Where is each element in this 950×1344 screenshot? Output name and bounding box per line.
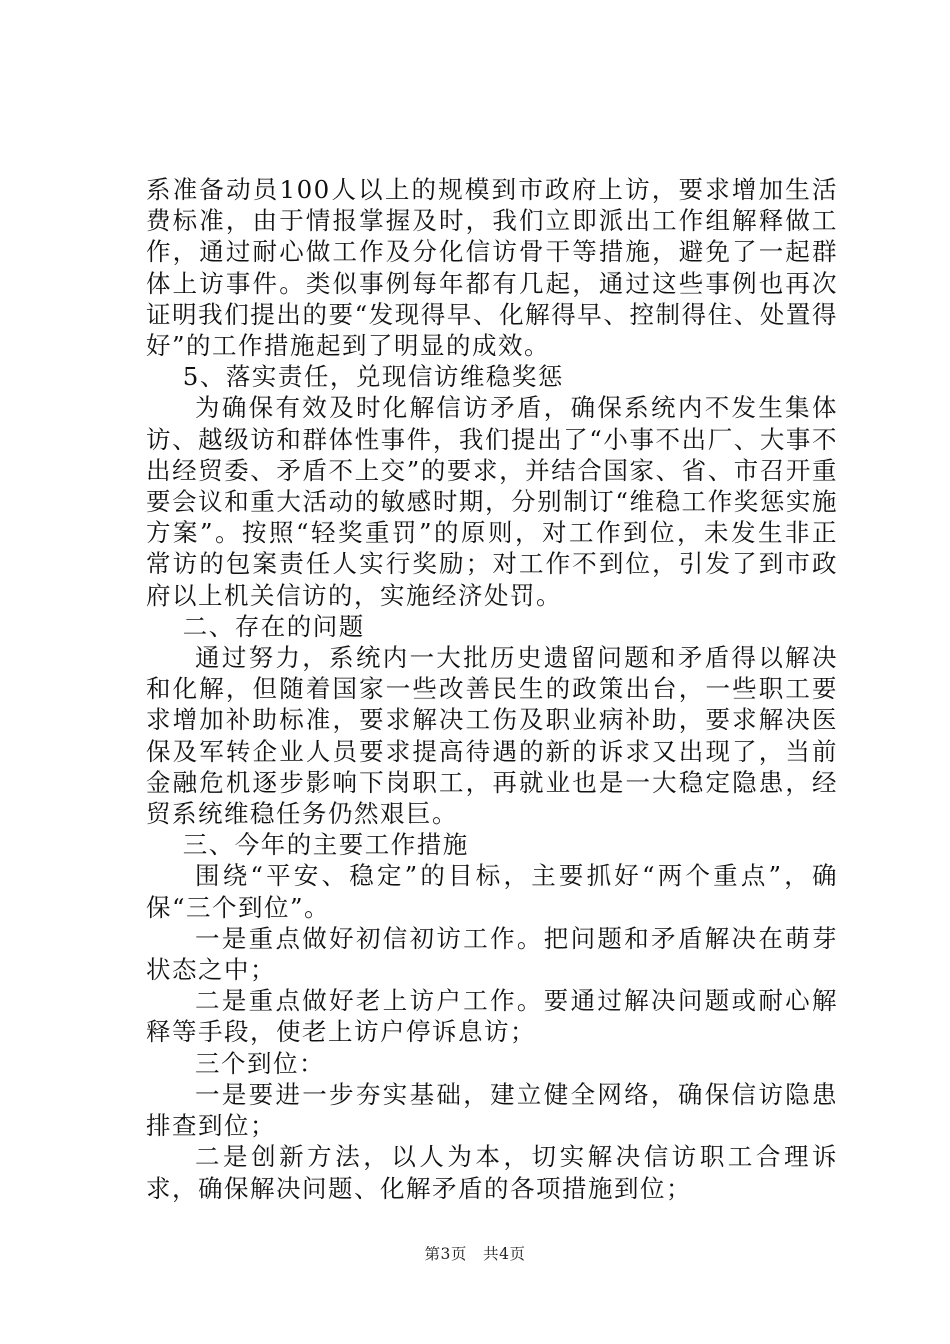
page-total: 共4页 [483,1245,526,1263]
paragraph-three-in-place: 三个到位： [195,1048,325,1078]
paragraph-continuation: 系准备动员100人以上的规模到市政府上访，要求增加生活费标准，由于情报掌握及时，我们立即派出工作组解释做工作，通过耐心做工作及分化信访骨干等措施，避免了一起群体上访事件。类似事例每年都有几起，通过这些事例也再次证明我们提出的要“发现得早、化解得早、控制得住、处置得好”的工作措施起到了明显的成效。 [146,175,838,361]
paragraph-in-place-two: 二是创新方法，以人为本，切实解决信访职工合理诉求，确保解决问题、化解矛盾的各项措施到位； [146,1142,838,1203]
paragraph-goals: 围绕“平安、稳定”的目标，主要抓好“两个重点”，确保“三个到位”。 [146,861,838,922]
section-heading-responsibility: 5、落实责任，兑现信访维稳奖惩 [182,362,564,392]
document-body [146,174,838,1204]
paragraph-rewards-penalties: 为确保有效及时化解信访矛盾，确保系统内不发生集体访、越级访和群体性事件，我们提出了“小事不出厂、大事不出经贸委、矛盾不上交”的要求，并结合国家、省、市召开重要会议和重大活动的敏感时期，分别制订“维稳工作奖惩实施方案”。按照“轻奖重罚”的原则，对工作到位，未发生非正常访的包案责任人实行奖励；对工作不到位，引发了到市政府以上机关信访的，实施经济处罚。 [146,393,838,610]
paragraph-problems: 通过努力，系统内一大批历史遗留问题和矛盾得以解决和化解，但随着国家一些改善民生的政策出台，一些职工要求增加补助标准，要求解决工伤及职业病补助，要求解决医保及军转企业人员要求提高待遇的新的诉求又出现了，当前金融危机逐步影响下岗职工，再就业也是一大稳定隐患，经贸系统维稳任务仍然艰巨。 [146,643,838,829]
page-footer [0,1242,950,1264]
section-heading-measures: 三、今年的主要工作措施 [182,830,469,860]
page-separator [472,1245,477,1263]
paragraph-focus-two: 二是重点做好老上访户工作。要通过解决问题或耐心解释等手段，使老上访户停诉息访； [146,986,838,1047]
page-number: 第3页 [424,1245,467,1263]
paragraph-in-place-one: 一是要进一步夯实基础，建立健全网络，确保信访隐患排查到位； [146,1079,838,1141]
section-heading-problems: 二、存在的问题 [182,611,365,641]
paragraph-focus-one: 一是重点做好初信初访工作。把问题和矛盾解决在萌芽状态之中； [146,923,838,985]
